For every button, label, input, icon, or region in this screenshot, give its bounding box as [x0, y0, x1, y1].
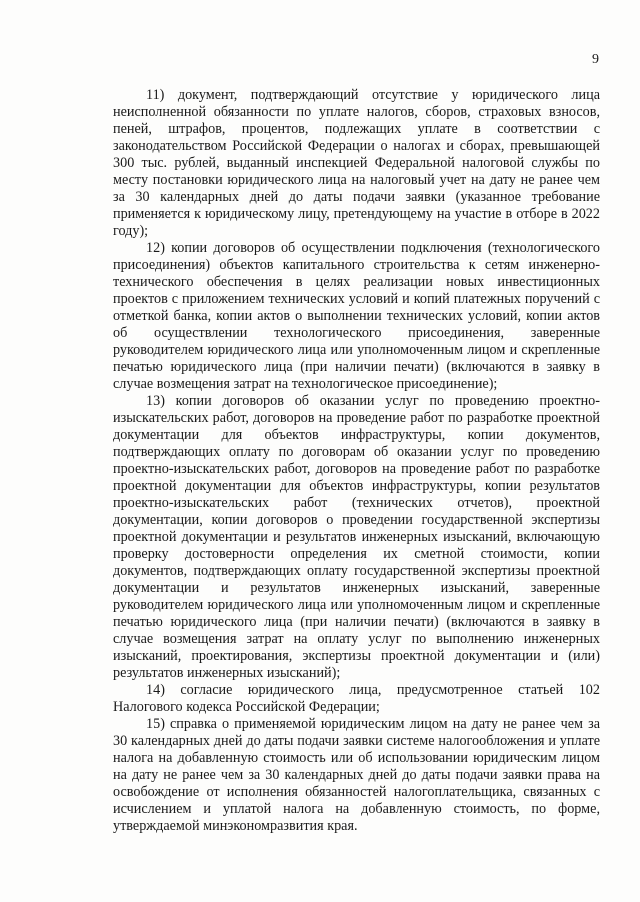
- list-item-11: 11) документ, подтверждающий отсутствие у юридического лица неисполненной обязанности по уплате налогов, сборов, страховых взносов, пеней, штрафов, процентов, подлежащих уплате в соответствии с законодательством Российской Федерации о налогах и сборах, превышающей 300 тыс. рублей, выданный инспекцией Федеральной налоговой службы по месту постановки юридического лица на налоговый учет на дату не ранее чем за 30 календарных дней до даты подачи заявки (указанное требование применяется к юридическому лицу, претендующему на участие в отборе в 2022 году);: [113, 87, 600, 239]
- list-item-15: 15) справка о применяемой юридическим лицом на дату не ранее чем за 30 календарных дней до даты подачи заявки системе налогообложения и уплате налога на добавленную стоимость или об использовании юридическим лицом на дату не ранее чем за 30 календарных дней до даты подачи заявки права на освобождение от исполнения обязанностей налогоплательщика, связанных с исчислением и уплатой налога на добавленную стоимость, по форме, утверждаемой минэкономразвития края.: [113, 716, 600, 834]
- list-item-14: 14) согласие юридического лица, предусмотренное статьей 102 Налогового кодекса Российской Федерации;: [113, 682, 600, 715]
- document-body: [113, 87, 600, 835]
- list-item-12: 12) копии договоров об осуществлении подключения (технологического присоединения) объектов капитального строительства к сетям инженерно-технического обеспечения в целях реализации новых инвестиционных проектов с приложением технических условий и копий платежных поручений с отметкой банка, копии актов о выполнении технических условий, копии актов об осуществлении технологического присоединения, заверенные руководителем юридического лица или уполномоченным лицом и скрепленные печатью юридического лица (при наличии печати) (включаются в заявку в случае возмещения затрат на технологическое присоединение);: [113, 240, 600, 392]
- page-number: 9: [592, 52, 599, 67]
- list-item-13: 13) копии договоров об оказании услуг по проведению проектно-изыскательских работ, договоров на проведение работ по разработке проектной документации для объектов инфраструктуры, копии документов, подтверждающих оплату по договорам об оказании услуг по проведению проектно-изыскательских работ, договоров на проведение работ по разработке проектной документации для объектов инфраструктуры, копии результатов проектно-изыскательских работ (технических отчетов), проектной документации, копии договоров о проведении государственной экспертизы проектной документации и результатов инженерных изысканий, включающую проверку достоверности определения их сметной стоимости, копии документов, подтверждающих оплату государственной экспертизы проектной документации и результатов инженерных изысканий, заверенные руководителем юридического лица или уполномоченным лицом и скрепленные печатью юридического лица (при наличии печати) (включаются в заявку в случае возмещения затрат на оплату услуг по выполнению инженерных изысканий, проектирования, экспертизы проектной документации и (или) результатов инженерных изысканий);: [113, 393, 600, 681]
